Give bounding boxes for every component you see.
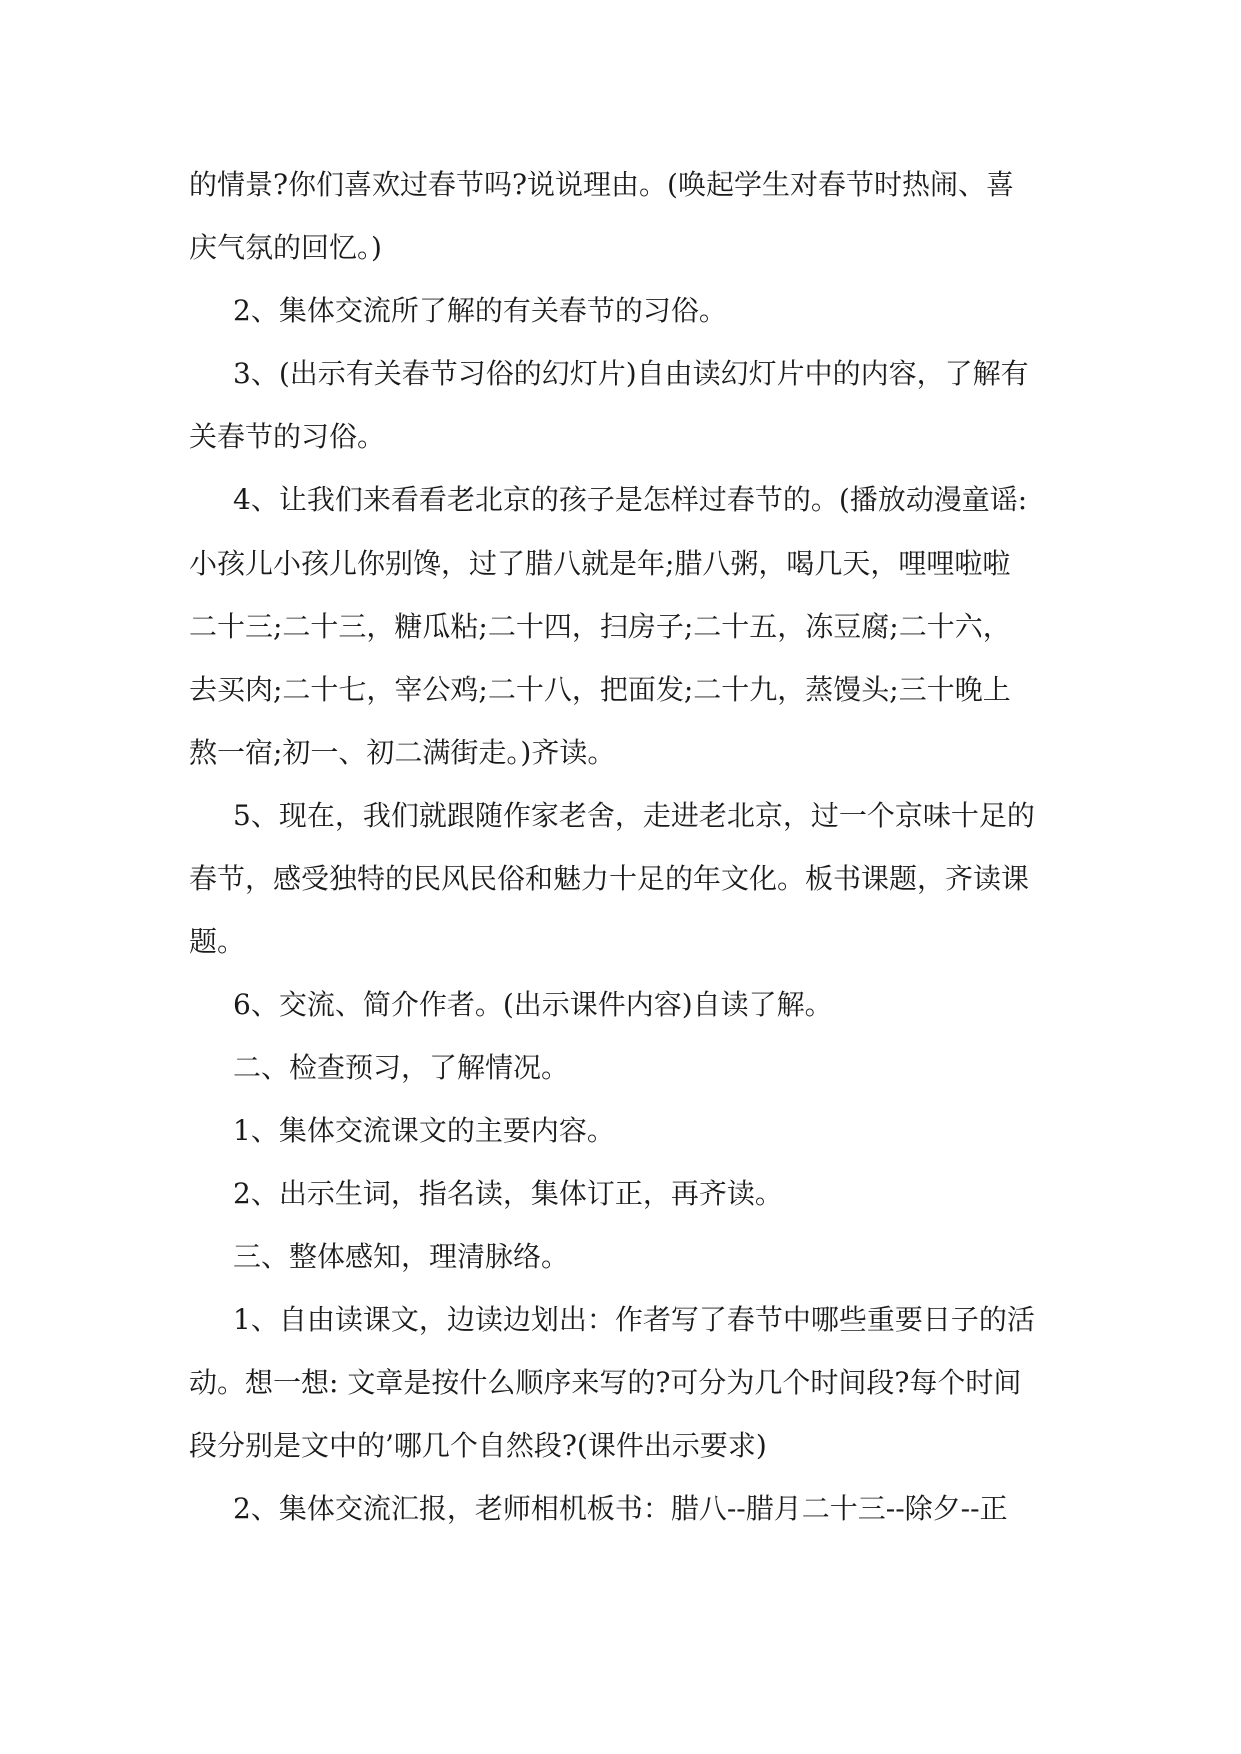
text-line: 2、出示生词，指名读，集体订正，再齐读。 (233, 1177, 783, 1210)
text-line: 熬一宿;初一、初二满街走。)齐读。 (189, 736, 616, 769)
text-line: 二十三;二十三，糖瓜粘;二十四，扫房子;二十五，冻豆腐;二十六， (189, 610, 1011, 643)
text-line: 5、现在，我们就跟随作家老舍，走进老北京，过一个京味十足的 (233, 799, 1035, 832)
text-line: 关春节的习俗。 (189, 420, 386, 453)
text-line: 春节，感受独特的民风民俗和魅力十足的年文化。板书课题，齐读课 (189, 862, 1030, 895)
text-line: 2、集体交流所了解的有关春节的习俗。 (233, 294, 727, 327)
text-line: 段分别是文中的’哪几个自然段?(课件出示要求) (189, 1429, 767, 1462)
text-line: 去买肉;二十七，宰公鸡;二十八，把面发;二十九，蒸馒头;三十晚上 (189, 673, 1011, 706)
text-line: 庆气氛的回忆。) (189, 231, 382, 264)
text-line: 6、交流、简介作者。(出示课件内容)自读了解。 (233, 988, 833, 1021)
text-line: 小孩儿小孩儿你别馋，过了腊八就是年;腊八粥，喝几天，哩哩啦啦 (189, 547, 1011, 580)
section-heading: 二、检查预习，了解情况。 (233, 1051, 570, 1084)
text-line: 1、集体交流课文的主要内容。 (233, 1114, 615, 1147)
text-line: 动。想一想: 文章是按什么顺序来写的?可分为几个时间段?每个时间 (189, 1366, 1022, 1399)
text-line: 题。 (189, 925, 246, 958)
text-line: 的情景?你们喜欢过春节吗?说说理由。(唤起学生对春节时热闹、喜 (189, 168, 1014, 201)
text-line: 3、(出示有关春节习俗的幻灯片)自由读幻灯片中的内容，了解有 (233, 357, 1029, 390)
section-heading: 三、整体感知，理清脉络。 (233, 1240, 570, 1273)
text-line: 2、集体交流汇报，老师相机板书：腊八--腊月二十三--除夕--正 (233, 1492, 1008, 1525)
text-line: 4、让我们来看看老北京的孩子是怎样过春节的。(播放动漫童谣: (233, 483, 1028, 516)
text-line: 1、自由读课文，边读边划出：作者写了春节中哪些重要日子的活 (233, 1303, 1035, 1336)
